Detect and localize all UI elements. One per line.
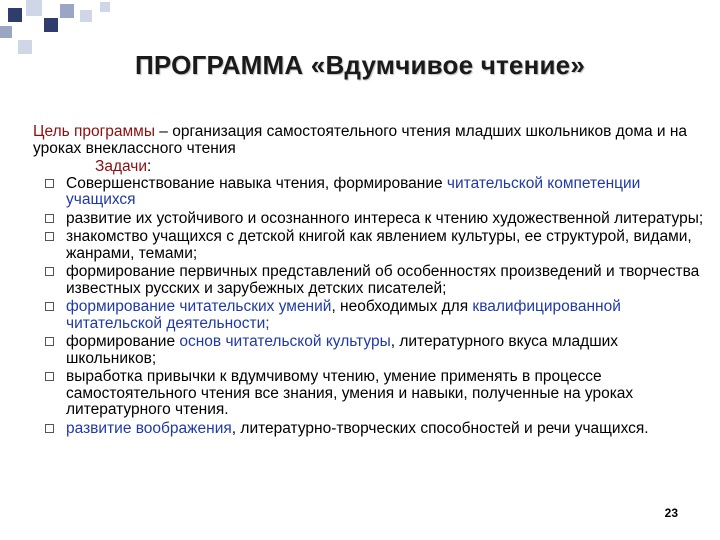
page-title: ПРОГРАММА «Вдумчивое чтение»	[135, 50, 585, 80]
list-item	[33, 299, 705, 332]
deco-square	[0, 26, 12, 38]
deco-square	[60, 4, 74, 18]
deco-square	[100, 2, 110, 12]
list-item	[33, 229, 705, 262]
hollow-square-bullet-icon	[45, 179, 54, 188]
goal-label: Цель программы	[33, 123, 155, 140]
hollow-square-bullet-icon	[45, 424, 54, 433]
hollow-square-bullet-icon	[45, 267, 54, 276]
item-text: формирование	[66, 333, 180, 350]
tasks-label: Задачи	[95, 158, 148, 175]
tasks-heading	[95, 159, 705, 176]
list-item	[33, 369, 705, 419]
list-item	[33, 421, 705, 438]
deco-square	[44, 18, 58, 32]
hollow-square-bullet-icon	[45, 337, 54, 346]
item-text: формирование первичных представлений об особенностях произведений и творчества известных русских и зарубежных детских писателей;	[66, 263, 700, 297]
list-item	[33, 176, 705, 209]
hollow-square-bullet-icon	[45, 214, 54, 223]
list-item	[33, 264, 705, 297]
item-text: , литературно-творческих способностей и речи учащихся.	[231, 419, 649, 437]
item-text: Совершенствование навыка чтения, формирование	[66, 174, 447, 192]
hollow-square-bullet-icon	[45, 302, 54, 311]
highlighted-term: формирование читательских умений	[66, 298, 332, 315]
goal-text: – организация самостоятельного чтения младших школьников дома и на уроках внеклассного чтения	[33, 123, 688, 157]
highlighted-term: основ читательской культуры	[179, 333, 391, 350]
task-list	[33, 176, 705, 438]
item-text: выработка привычки к вдумчивому чтению, умение применять в процессе самостоятельного чтения все знания, умения и навыки, полученные на уроках литературного чтения.	[66, 368, 634, 418]
list-item	[33, 334, 705, 367]
highlighted-term: квалифицированной читательской деятельности;	[66, 298, 621, 332]
program-goal	[33, 124, 705, 157]
highlighted-term: развитие воображения	[66, 419, 232, 437]
hollow-square-bullet-icon	[45, 232, 54, 241]
item-text: знакомство учащихся с детской книгой как явлением культуры, ее структурой, видами, жанрами, темами;	[66, 228, 692, 262]
tasks-colon: :	[147, 158, 152, 175]
list-item	[33, 211, 705, 228]
deco-square	[26, 0, 42, 16]
item-text: , необходимых для	[331, 298, 473, 315]
item-text: развитие их устойчивого и осознанного интереса к чтению художественной литературы;	[66, 209, 704, 227]
highlighted-term: читательской компетенции учащихся	[66, 174, 641, 208]
slide-content	[33, 124, 705, 439]
item-text: , литературного вкуса младших школьников;	[66, 333, 619, 367]
deco-square	[8, 8, 22, 22]
deco-square	[80, 10, 92, 22]
page-number: 23	[664, 506, 678, 520]
hollow-square-bullet-icon	[45, 372, 54, 381]
